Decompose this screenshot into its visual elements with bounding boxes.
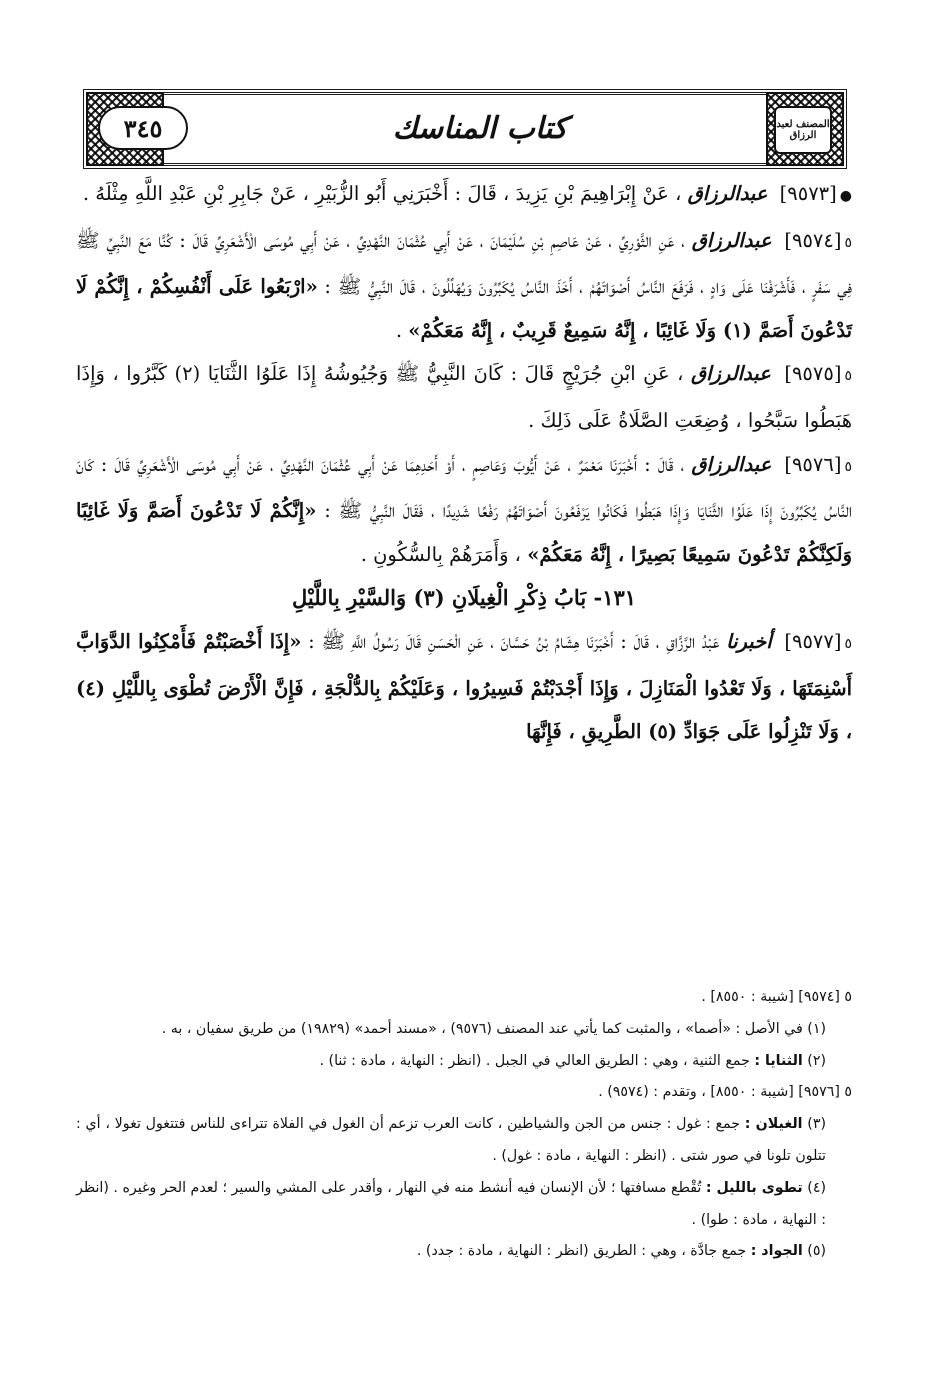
footnote-number: (٥) [807,1243,826,1260]
prophetic-speech: «إِذَا أَخْصَبْتُمْ فَأَمْكِنُوا الدَّوَابَّ أَسْنِمَتَهَا ، وَلَا تَعْدُوا الْمَنَازِلَ ، وَإِذَا أَجْدَبْتُمْ فَسِيرُوا ، وَعَلَيْكُمْ بِالدُّلْجَةِ ، فَإِنَّ الْأَرْضَ تُطْوَى بِاللَّيْلِ (٤) ، وَلَا تَنْزِلُوا عَلَى جَوَادِّ (٥) الطَّرِيقِ ، فَإِنَّهَا [76,629,852,744]
hadith-text: ، عَنِ الثَّوْرِيِّ ، عَنْ عَاصِمِ بْنِ سُلَيْمَانَ ، عَنْ أَبِي عُثْمَانَ النَّهْدِيِّ ، عَنْ أَبِي مُوسَى الْأَشْعَرِيِّ قَالَ : كُنَّا مَعَ النَّبِيِّ ﷺ فِي سَفَرٍ ، فَأَشْرَفْنَا عَلَى وَادٍ ، فَرَفَعَ النَّاسُ أَصْوَاتَهُمْ ، أَخَذَ النَّاسُ يُكَبِّرُونَ وَيُهَلِّلُونَ ، قَالَ النَّبِيُّ ﷺ : [76,228,852,299]
paragraph-marker: ٥ [844,458,852,475]
narrator-name: عبدالرزاق [691,228,772,252]
footnote-number: (٣) [807,1116,826,1133]
footnotes [76,982,852,1268]
footnote-separator [76,970,852,971]
prophetic-speech: «ارْبَعُوا عَلَى أَنْفُسِكُمْ ، إِنَّكُمْ لَا تَدْعُونَ أَصَمَّ (١) وَلَا غَائِبًا ، إِنَّهُ سَمِيعٌ قَرِيبٌ ، إِنَّهُ مَعَكُمْ» [76,275,852,342]
main-text [76,172,852,754]
footnote [76,1173,852,1237]
footnote-text: تُقْطع مسافتها ؛ لأن الإنسان فيه أنشط منه في النهار ، وأقدر على المشي والسير ؛ لعدم الحر وغيره . (انظر : النهاية ، مادة : طوا) . [76,1179,826,1228]
footnote-term: تطوى بالليل : [705,1179,803,1196]
footnote-reference: ٥ [٩٥٧٦] [شيبة : ٨٥٥٠] ، وتقدم : (٩٥٧٤) . [598,1084,852,1101]
prophetic-speech: «إِنَّكُمْ لَا تَدْعُونَ أَصَمَّ وَلَا غَائِبًا وَلَكِنَّكُمْ تَدْعُونَ سَمِيعًا بَصِيرًا ، إِنَّهُ مَعَكُمْ» [76,499,852,566]
footnote-text: جمع : غول : جنس من الجن والشياطين ، كانت العرب تزعم أن الغول في الفلاة تتراءى للناس فتتغول تغولا ، أي : تتلون تلونا في صور شتى . (انظر : النهاية ، مادة : غول) . [76,1116,826,1164]
hadith-number: [٩٥٧٧] [784,629,842,653]
footnote-number: (٢) [807,1052,826,1069]
footnote-text: جمع جادَّة ، وهي : الطريق (انظر : النهاية ، مادة : جدد) . [416,1243,747,1260]
hadith-paragraph [76,620,852,754]
page-title: كتاب المناسك [392,110,568,146]
footnote-number: (٤) [807,1179,826,1196]
page-number: ٣٤٥ [98,106,188,150]
hadith-text: ، عَنْ إِبْرَاهِيمَ بْنِ يَزِيدَ ، قَالَ : أَخْبَرَنِي أَبُو الزُّبَيْرِ ، عَنْ جَابِرِ بْنِ عَبْدِ اللَّهِ مِثْلَهُ . [82,182,682,205]
hadith-number: [٩٥٧٣] [779,182,837,205]
footnote-text: جمع الثنية ، وهي : الطريق العالي في الجبل . (انظر : النهاية ، مادة : ثنا) . [319,1052,750,1069]
narrator-name: عبدالرزاق [687,182,768,205]
book-logo: المصنف لعبد الرزاق [774,106,832,154]
footnote-text: في الأصل : «أصما» ، والمثبت كما يأتي عند المصنف (٩٥٧٦) ، «مسند أحمد» (١٩٨٢٩) من طريق سفيان ، به . [161,1020,803,1037]
hadith-tail: ، وَأَمَرَهُمْ بِالسُّكُونِ . [360,542,521,566]
hadith-text: ، قَالَ : أَخْبَرَنَا مَعْمَرٌ ، عَنْ أَيُّوبَ وَعَاصِمٍ ، أَوْ أَحَدِهِمَا عَنْ أَبِي عُثْمَانَ النَّهْدِيِّ ، عَنْ أَبِي مُوسَى الْأَشْعَرِيِّ قَالَ : كَانَ النَّاسُ يُكَبِّرُونَ إِذَا عَلَوُا الثَّنَايَا وَإِذَا هَبَطُوا فَكَانُوا يَرْفَعُونَ أَصْوَاتَهُمْ رَفْعًا شَدِيدًا ، فَقَالَ النَّبِيُّ ﷺ : [76,452,852,523]
hadith-number: [٩٥٧٦] [784,452,842,476]
hadith-text: عَبْدُ الرَّزَّاقِ ، قَالَ : أَخْبَرَنَا هِشَامُ بْنُ حَسَّانَ ، عَنِ الْحَسَنِ قَالَ رَسُولُ اللَّهِ ﷺ : [308,629,720,653]
hadith-number: [٩٥٧٤] [784,228,842,252]
footnote-number: (١) [807,1020,826,1037]
hadith-paragraph [76,352,852,442]
paragraph-marker: ٥ [844,234,853,251]
narrator-name: عبدالرزاق [691,452,772,476]
footnote-term: الجواد : [750,1243,803,1260]
page-header [86,92,844,166]
footnote [76,1236,852,1268]
paragraph-marker: ● [839,188,852,204]
footnote-term: الثنايا : [754,1052,803,1069]
footnote [76,1014,852,1046]
header-ornament-right [766,92,844,166]
footnote-reference: ٥ [٩٥٧٤] [شيبة : ٨٥٥٠] . [701,989,852,1005]
section-title: ١٣١- بَابُ ذِكْرِ الْغِيلَانِ (٣) وَالسَّيْرِ بِاللَّيْلِ [291,585,637,611]
narrator-name: عبدالرزاق [690,362,771,386]
hadith-paragraph [76,443,852,577]
hadith-tail: . [395,318,403,342]
footnote [76,1109,852,1173]
hadith-paragraph [76,219,852,353]
hadith-paragraph [76,172,852,219]
footnote [76,1046,852,1078]
hadith-text: ، عَنِ ابْنِ جُرَيْجٍ قَالَ : كَانَ النَّبِيُّ ﷺ وَجُيُوشُهُ إِذَا عَلَوُا الثَّنَايَا (٢) كَبَّرُوا ، وَإِذَا هَبَطُوا سَبَّحُوا ، وُضِعَتِ الصَّلَاةُ عَلَى ذَلِكَ . [76,362,852,432]
footnote-term: الغيلان : [744,1116,803,1133]
narrator-name: أخبرنا [726,629,772,653]
hadith-number: [٩٥٧٥] [784,362,842,386]
paragraph-marker: ٥ [844,635,853,652]
paragraph-marker: ٥ [844,368,852,385]
